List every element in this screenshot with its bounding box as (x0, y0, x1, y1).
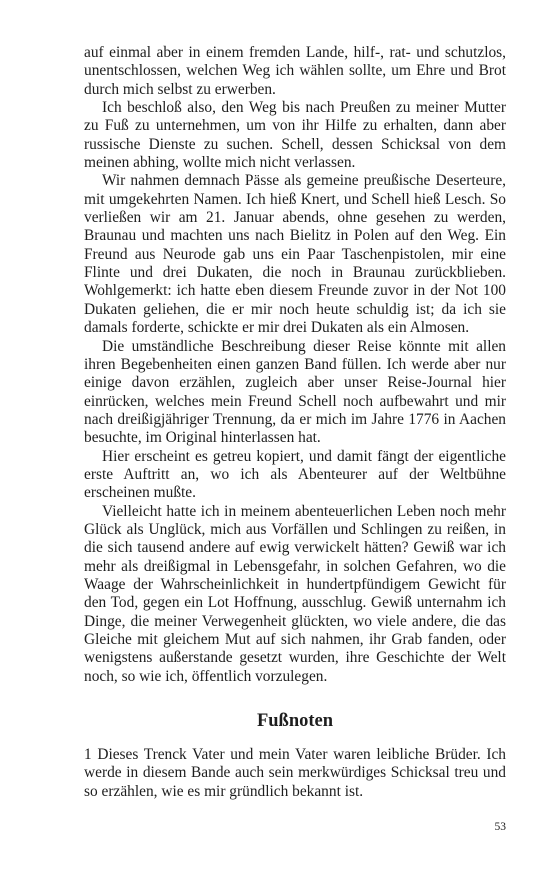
body-paragraph: Vielleicht hatte ich in meinem abenteuerlichen Leben noch mehr Glück als Unglück, mich aus Vorfällen und Schlingen zu reißen, in die sich tausend andere auf ewig verwickelt hätten? Gewiß war ich mehr als dreißigmal in Lebensgefahr, in solchen Gefahren, wo die Waage der Wahrscheinlichkeit in hundertpfündigem Gewicht für den Tod, gegen ein Lot Hoffnung, ausschlug. Gewiß unternahm ich Dinge, die meiner Verwegenheit glückten, wo viele andere, die das Gleiche mit gleichem Mut auf sich nahmen, ihr Grab fanden, oder wenigstens außerstande gesetzt wurden, ihre Geschichte der Welt noch, so wie ich, öffentlich vorzulegen. (84, 502, 506, 685)
body-paragraph: auf einmal aber in einem fremden Lande, hilf-, rat- und schutzlos, unentschlossen, welchen Weg ich wählen sollte, um Ehre und Brot durch mich selbst zu erwerben. (84, 44, 506, 98)
footnote: 1 Dieses Trenck Vater und mein Vater waren leibliche Brüder. Ich werde in diesem Bande auch sein merkwürdiges Schicksal treu und so erzählen, wie es mir gründlich bekannt ist. (84, 746, 506, 800)
body-paragraph: Hier erscheint es getreu kopiert, und damit fängt der eigentliche erste Auftritt an, wo ich als Abenteurer auf der Weltbühne erscheinen mußte. (84, 447, 506, 502)
page-number: 53 (494, 821, 506, 833)
page-content (84, 44, 506, 801)
body-paragraph: Wir nahmen demnach Pässe als gemeine preußische Deserteure, mit umgekehrten Namen. Ich hieß Knert, und Schell hieß Lesch. So verließen wir am 21. Januar abends, ohne gesehen zu werden, Braunau und machten uns nach Bielitz in Polen auf den Weg. Ein Freund aus Neurode gab uns ein Paar Taschenpistolen, mir eine Flinte und drei Dukaten, die noch in Braunau zurückblieben. Wohlgemerkt: ich hatte eben diesem Freunde zuvor in der Not 100 Dukaten geliehen, die er mir noch heute schuldig ist; da ich sie damals forderte, schickte er mir drei Dukaten als ein Almosen. (84, 172, 506, 337)
body-paragraph: Die umständliche Beschreibung dieser Reise könnte mit allen ihren Begebenheiten einen ganzen Band füllen. Ich werde aber nur einige davon erzählen, zugleich aber unser Reise-Journal hier einrücken, welches mein Freund Schell noch aufbewahrt und mir nach dreißigjähriger Trennung, da er mich im Jahre 1776 in Aachen besuchte, im Original hinterlassen hat. (84, 337, 506, 447)
footnotes-heading: Fußnoten (256, 711, 334, 732)
body-paragraph: Ich beschloß also, den Weg bis nach Preußen zu meiner Mutter zu Fuß zu unternehmen, um von ihr Hilfe zu erhalten, dann aber russische Dienste zu suchen. Schell, dessen Schicksal von dem meinen abhing, wollte mich nicht verlassen. (84, 99, 506, 172)
